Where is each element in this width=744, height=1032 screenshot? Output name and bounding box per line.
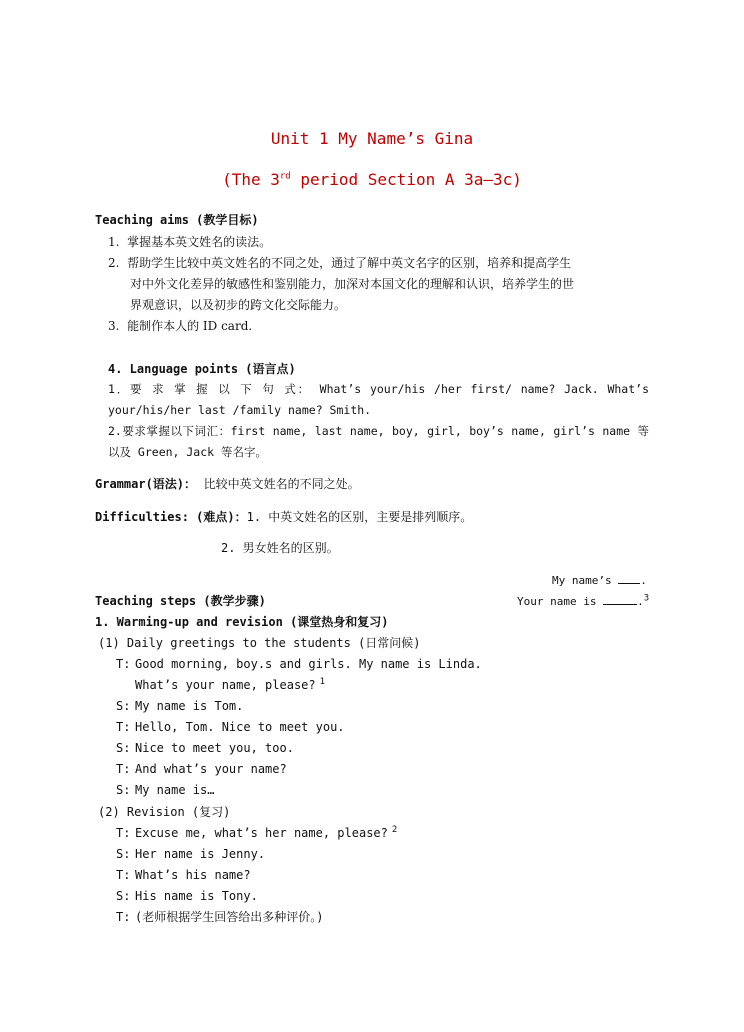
- language-p2-line2: 以及 Green, Jack 等名字。: [108, 445, 268, 459]
- language-heading: 4. Language points (语言点): [108, 362, 296, 376]
- dialogue-text: My name is…: [135, 783, 215, 797]
- difficulties-line: [95, 510, 472, 524]
- blank-underline: [603, 594, 637, 605]
- speaker-label: T:: [116, 826, 131, 840]
- subtitle-sup: rd: [279, 171, 291, 182]
- steps-heading: Teaching steps (教学步骤): [95, 594, 266, 608]
- dialogue-text: Good morning, boy.s and girls. My name is Linda.: [135, 657, 482, 671]
- dialogue-text: And what’s your name?: [135, 762, 287, 776]
- speaker-label: S:: [116, 783, 131, 797]
- dialogue-text: Nice to meet you, too.: [135, 741, 294, 755]
- dialogue-text: (老师根据学生回答给出多种评价。): [135, 910, 324, 924]
- aims-text: 帮助学生比较中英文姓名的不同之处，通过了解中英文名字的区别，培养和提高学生: [127, 256, 572, 270]
- aims-item-2: [108, 256, 571, 270]
- dialogue-text: His name is Tony.: [135, 889, 258, 903]
- steps-part-1: (1) Daily greetings to the students (日常问候): [98, 636, 421, 650]
- difficulties-label: Difficulties: (难点)：: [95, 510, 247, 524]
- language-p1-line1: 1．要 求 掌 握 以 下 句 式： What’s your/his /her first/ name? Jack. What’s: [108, 382, 649, 396]
- aims-item-1: [108, 235, 271, 249]
- aims-text: 掌握基本英文姓名的读法。: [127, 235, 272, 249]
- dialogue-line: [116, 783, 214, 797]
- note-line-2: [517, 594, 649, 608]
- speaker-label: S:: [116, 741, 131, 755]
- speaker-label: T:: [116, 910, 131, 924]
- dialogue-text: My name is Tom.: [135, 699, 244, 713]
- dialogue-text: What’s his name?: [135, 868, 251, 882]
- language-p2-line1: 2.要求掌握以下词汇：first name, last name, boy, girl, boy’s name, girl’s name 等: [108, 424, 649, 438]
- dialogue-text: What’s your name, please?: [135, 678, 316, 692]
- note-line2-post: .: [637, 595, 644, 608]
- dialogue-text: Hello, Tom. Nice to meet you.: [135, 720, 345, 734]
- note-line2-pre: Your name is: [517, 595, 604, 608]
- dialogue-line: [116, 720, 345, 734]
- dialogue-line: [116, 762, 287, 776]
- language-p1-line2: your/his/her last /family name? Smith.: [108, 403, 372, 417]
- dialogue-line: [116, 699, 243, 713]
- dialogue-line: [116, 889, 258, 903]
- aims-heading: Teaching aims (教学目标): [95, 213, 259, 227]
- speaker-label: S:: [116, 847, 131, 861]
- difficulties-item-2: 2. 男女姓名的区别。: [221, 541, 339, 555]
- dialogue-line: [116, 910, 323, 924]
- dialogue-line: [116, 741, 294, 755]
- blank-underline: [618, 573, 640, 584]
- footnote-ref: 2: [391, 825, 398, 835]
- grammar-line: [95, 477, 360, 491]
- steps-part-2: (2) Revision (复习): [98, 805, 231, 819]
- footnote-ref: 3: [643, 593, 650, 604]
- speaker-label: T:: [116, 762, 131, 776]
- speaker-label: S:: [116, 699, 131, 713]
- dialogue-text: Excuse me, what’s her name, please?: [135, 826, 388, 840]
- speaker-label: T:: [116, 720, 131, 734]
- aims-text: 能制作本人的 ID card.: [127, 319, 253, 333]
- dialogue-line: [116, 826, 397, 840]
- note-line1-post: .: [640, 574, 647, 587]
- footnote-ref: 1: [319, 677, 326, 687]
- aims-item-2-line2: 对中外文化差异的敏感性和鉴别能力，加深对本国文化的理解和认识，培养学生的世: [130, 277, 575, 291]
- document-subtitle: [0, 170, 744, 189]
- dialogue-line: [116, 678, 325, 692]
- note-line1-pre: My name’s: [552, 574, 619, 587]
- grammar-label: Grammar(语法)：: [95, 477, 197, 491]
- dialogue-text: Her name is Jenny.: [135, 847, 266, 861]
- subtitle-pre: (The 3: [222, 170, 280, 189]
- aims-num: 2.: [108, 256, 120, 270]
- subtitle-post: period Section A 3a—3c): [290, 170, 522, 189]
- aims-num: 1.: [108, 235, 120, 249]
- steps-sub-1: 1. Warming-up and revision (课堂热身和复习): [95, 615, 389, 629]
- speaker-label: S:: [116, 889, 131, 903]
- grammar-text: 比较中英文姓名的不同之处。: [203, 477, 360, 491]
- speaker-label: T:: [116, 868, 131, 882]
- aims-item-2-line3: 界观意识，以及初步的跨文化交际能力。: [130, 298, 347, 312]
- note-line-1: [552, 573, 647, 587]
- aims-num: 3.: [108, 319, 120, 333]
- speaker-label: T:: [116, 657, 131, 671]
- aims-item-3: [108, 319, 252, 333]
- difficulties-item-1: 1. 中英文姓名的区别，主要是排列顺序。: [246, 510, 473, 524]
- dialogue-line: [116, 868, 251, 882]
- document-title: Unit 1 My Name’s Gina: [270, 129, 474, 148]
- dialogue-line: [116, 847, 265, 861]
- dialogue-line: [116, 657, 482, 671]
